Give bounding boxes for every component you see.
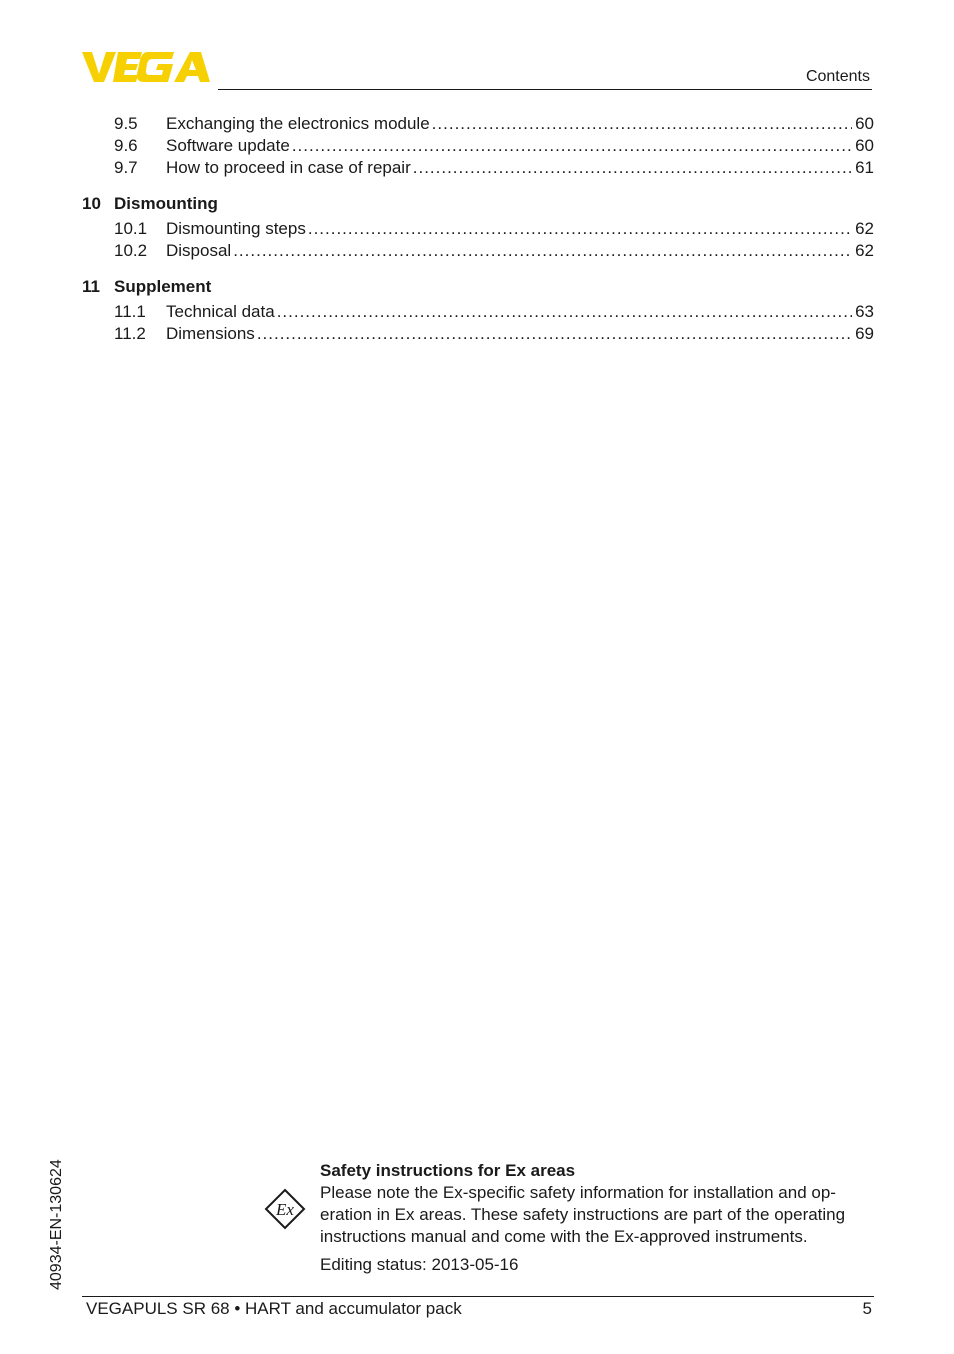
toc-entry-number: 10.1: [114, 219, 148, 238]
toc-chapter-heading[interactable]: [82, 277, 874, 299]
toc-entry[interactable]: [82, 114, 874, 136]
header-rule: [218, 89, 872, 90]
toc-entry-page: 62: [855, 241, 874, 260]
document-code: 40934-EN-130624: [48, 1159, 65, 1290]
vega-logo: [82, 50, 212, 84]
ex-icon: [264, 1188, 306, 1230]
toc-chapter-heading[interactable]: [82, 194, 874, 216]
footer-document-title: VEGAPULS SR 68 • HART and accumulator pack: [86, 1299, 462, 1318]
toc-entry[interactable]: [82, 241, 874, 263]
toc-entry-number: 9.5: [114, 114, 138, 133]
toc-entry[interactable]: [82, 324, 874, 346]
page-number: 5: [862, 1299, 872, 1318]
toc-entry-title: Exchanging the electronics module: [166, 114, 430, 133]
toc-leader-dots: [413, 158, 852, 178]
toc-chapter-number: 10: [82, 194, 101, 213]
toc-entry[interactable]: [82, 302, 874, 324]
safety-title: Safety instructions for Ex areas: [320, 1161, 576, 1180]
table-of-contents: [82, 114, 874, 346]
toc-entry[interactable]: [82, 219, 874, 241]
toc-leader-dots: [277, 302, 852, 322]
toc-entry-page: 61: [855, 158, 874, 177]
toc-chapter-title: Dismounting: [114, 194, 218, 213]
toc-leader-dots: [432, 114, 852, 134]
toc-entry-title: How to proceed in case of repair: [166, 158, 411, 177]
header-section-title: Contents: [805, 68, 870, 85]
toc-entry-title: Disposal: [166, 241, 232, 260]
toc-entry-page: 63: [855, 302, 874, 321]
toc-entry-page: 69: [855, 324, 874, 343]
toc-chapter-number: 11: [82, 277, 100, 296]
toc-entry-number: 11.2: [114, 324, 146, 343]
toc-entry-title: Dismounting steps: [166, 219, 306, 238]
toc-entry[interactable]: [82, 136, 874, 158]
safety-text-line: eration in Ex areas. These safety instructions are part of the operating: [320, 1205, 846, 1224]
toc-entry-title: Technical data: [166, 302, 275, 321]
toc-entry-page: 60: [855, 114, 874, 133]
toc-chapter-title: Supplement: [114, 277, 212, 296]
editing-status: Editing status: 2013-05-16: [320, 1255, 519, 1274]
toc-entry-title: Software update: [166, 136, 290, 155]
toc-leader-dots: [292, 136, 852, 156]
toc-entry-number: 11.1: [114, 302, 146, 321]
footer-rule: [82, 1296, 874, 1297]
toc-entry-number: 9.7: [114, 158, 138, 177]
toc-entry[interactable]: [82, 158, 874, 180]
safety-text-line: Please note the Ex-specific safety information for installation and op-: [320, 1183, 836, 1202]
toc-entry-number: 10.2: [114, 241, 148, 260]
toc-leader-dots: [257, 324, 852, 344]
safety-text-line: instructions manual and come with the Ex-approved instruments.: [320, 1227, 808, 1246]
toc-entry-page: 62: [855, 219, 874, 238]
toc-entry-title: Dimensions: [166, 324, 255, 343]
toc-leader-dots: [308, 219, 852, 239]
toc-entry-page: 60: [855, 136, 874, 155]
svg-text:Ex: Ex: [276, 1200, 294, 1219]
toc-entry-number: 9.6: [114, 136, 138, 155]
safety-notice: [320, 1160, 880, 1276]
toc-leader-dots: [233, 241, 852, 261]
